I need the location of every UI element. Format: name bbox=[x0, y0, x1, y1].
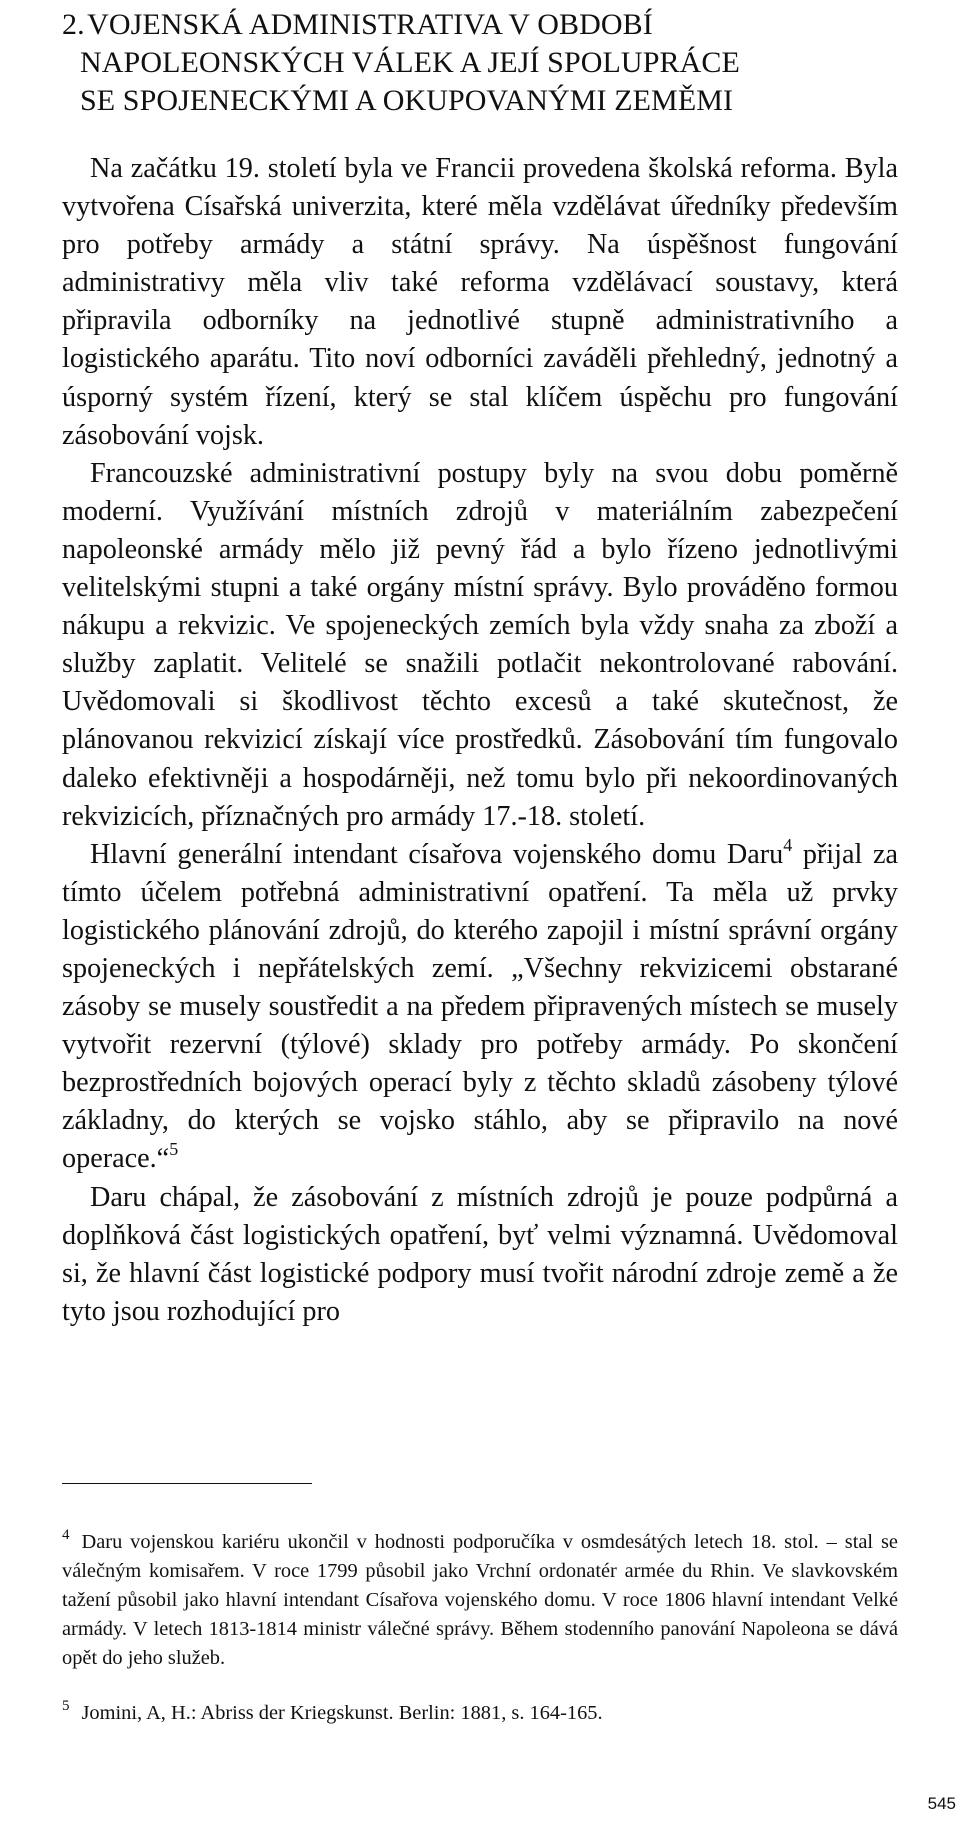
document-page bbox=[62, 0, 898, 1724]
footnote-text: Daru vojenskou kariéru ukončil v hodnosti podporučíka v osmdesátých letech 18. stol. – stal se válečným komisařem. V roce 1799 působil jako Vrchní ordonatér armée du Rhin. Ve slavkovském tažení působil jako hlavní intendant Císařova vojenského domu. V roce 1806 hlavní intendant Velké armády. V letech 1813-1814 ministr válečné správy. Během stodenního panování Napoleona se dává opět do jeho služeb. bbox=[62, 1531, 898, 1669]
footnote-4 bbox=[62, 1528, 898, 1673]
paragraph-2: Francouzské administrativní postupy byly na svou dobu poměrně moderní. Využívání místních zdrojů v materiálním zabezpečení napoleonské armády mělo již pevný řád a bylo řízeno jednotlivými velitelskými stupni a také orgány místní správy. Bylo prováděno formou nákupu a rekvizic. Ve spojeneckých zemích byla vždy snaha za zboží a služby zaplatit. Velitelé se snažili potlačit nekontrolované rabování. Uvědomovali si škodlivost těchto excesů a také skutečnost, že plánovanou rekvizicí získají více prostředků. Zásobování tím fungovalo daleko efektivněji a hospodárněji, než tomu bylo při nekoordinovaných rekvizicích, příznačných pro armády 17.-18. století. bbox=[62, 457, 898, 832]
footnotes bbox=[62, 1528, 898, 1728]
footnote-text: Jomini, A, H.: Abriss der Kriegskunst. Berlin: 1881, s. 164-165. bbox=[81, 1702, 603, 1724]
paragraph-1: Na začátku 19. století byla ve Francii provedena školská reforma. Byla vytvořena Císařská univerzita, které měla vzdělávat úředníky především pro potřeby armády a státní správy. Na úspěšnost fungování administrativy měla vliv také reforma vzdělávací soustavy, která připravila odborníky na jednotlivé stupně administrativního a logistického aparátu. Tito noví odborníci zaváděli přehledný, jednotný a úsporný systém řízení, který se stal klíčem úspěchu pro fungování zásobování vojsk. bbox=[62, 153, 898, 451]
footnote-ref-5: 5 bbox=[169, 1139, 179, 1160]
footnote-ref-4: 4 bbox=[783, 834, 793, 855]
paragraph-3-part-1: Hlavní generální intendant císařova vojenského domu Daru bbox=[90, 838, 784, 870]
chapter-heading bbox=[62, 0, 898, 120]
footnote-number: 4 bbox=[62, 1527, 70, 1543]
body-text bbox=[62, 150, 898, 1331]
chapter-heading-line-2: NAPOLEONSKÝCH VÁLEK A JEJÍ SPOLUPRÁCE bbox=[80, 46, 740, 79]
footnote-number: 5 bbox=[62, 1698, 70, 1714]
chapter-heading-line-1: VOJENSKÁ ADMINISTRATIVA V OBDOBÍ bbox=[87, 8, 653, 41]
footnote-5 bbox=[62, 1699, 898, 1728]
paragraph-3-part-2: přijal za tímto účelem potřebná administrativní opatření. Ta měla už prvky logistického plánování zdrojů, do kterého zapojil i místní správní orgány spojeneckých i nepřátelských zemí. „Všechny rekvizicemi obstarané zásoby se musely soustředit a na předem připravených místech se musely vytvořit rezervní (týlové) sklady pro potřeby armády. Po skončení bezprostředních bojových operací byly z těchto skladů zásobeny týlové základny, do kterých se vojsko stáhlo, aby se připravilo na nové operace.“ bbox=[62, 838, 898, 1175]
paragraph-4: Daru chápal, že zásobování z místních zdrojů je pouze podpůrná a doplňková část logistických opatření, byť velmi významná. Uvědomoval si, že hlavní část logistické podpory musí tvořit národní zdroje země a že tyto jsou rozhodující pro bbox=[62, 1181, 898, 1327]
page-number: 545 bbox=[927, 1794, 956, 1813]
chapter-heading-line-3: SE SPOJENECKÝMI A OKUPOVANÝMI ZEMĚMI bbox=[80, 84, 734, 117]
chapter-number: 2. bbox=[62, 8, 85, 41]
paragraph-3 bbox=[62, 836, 898, 1179]
footnote-separator bbox=[62, 1483, 312, 1484]
